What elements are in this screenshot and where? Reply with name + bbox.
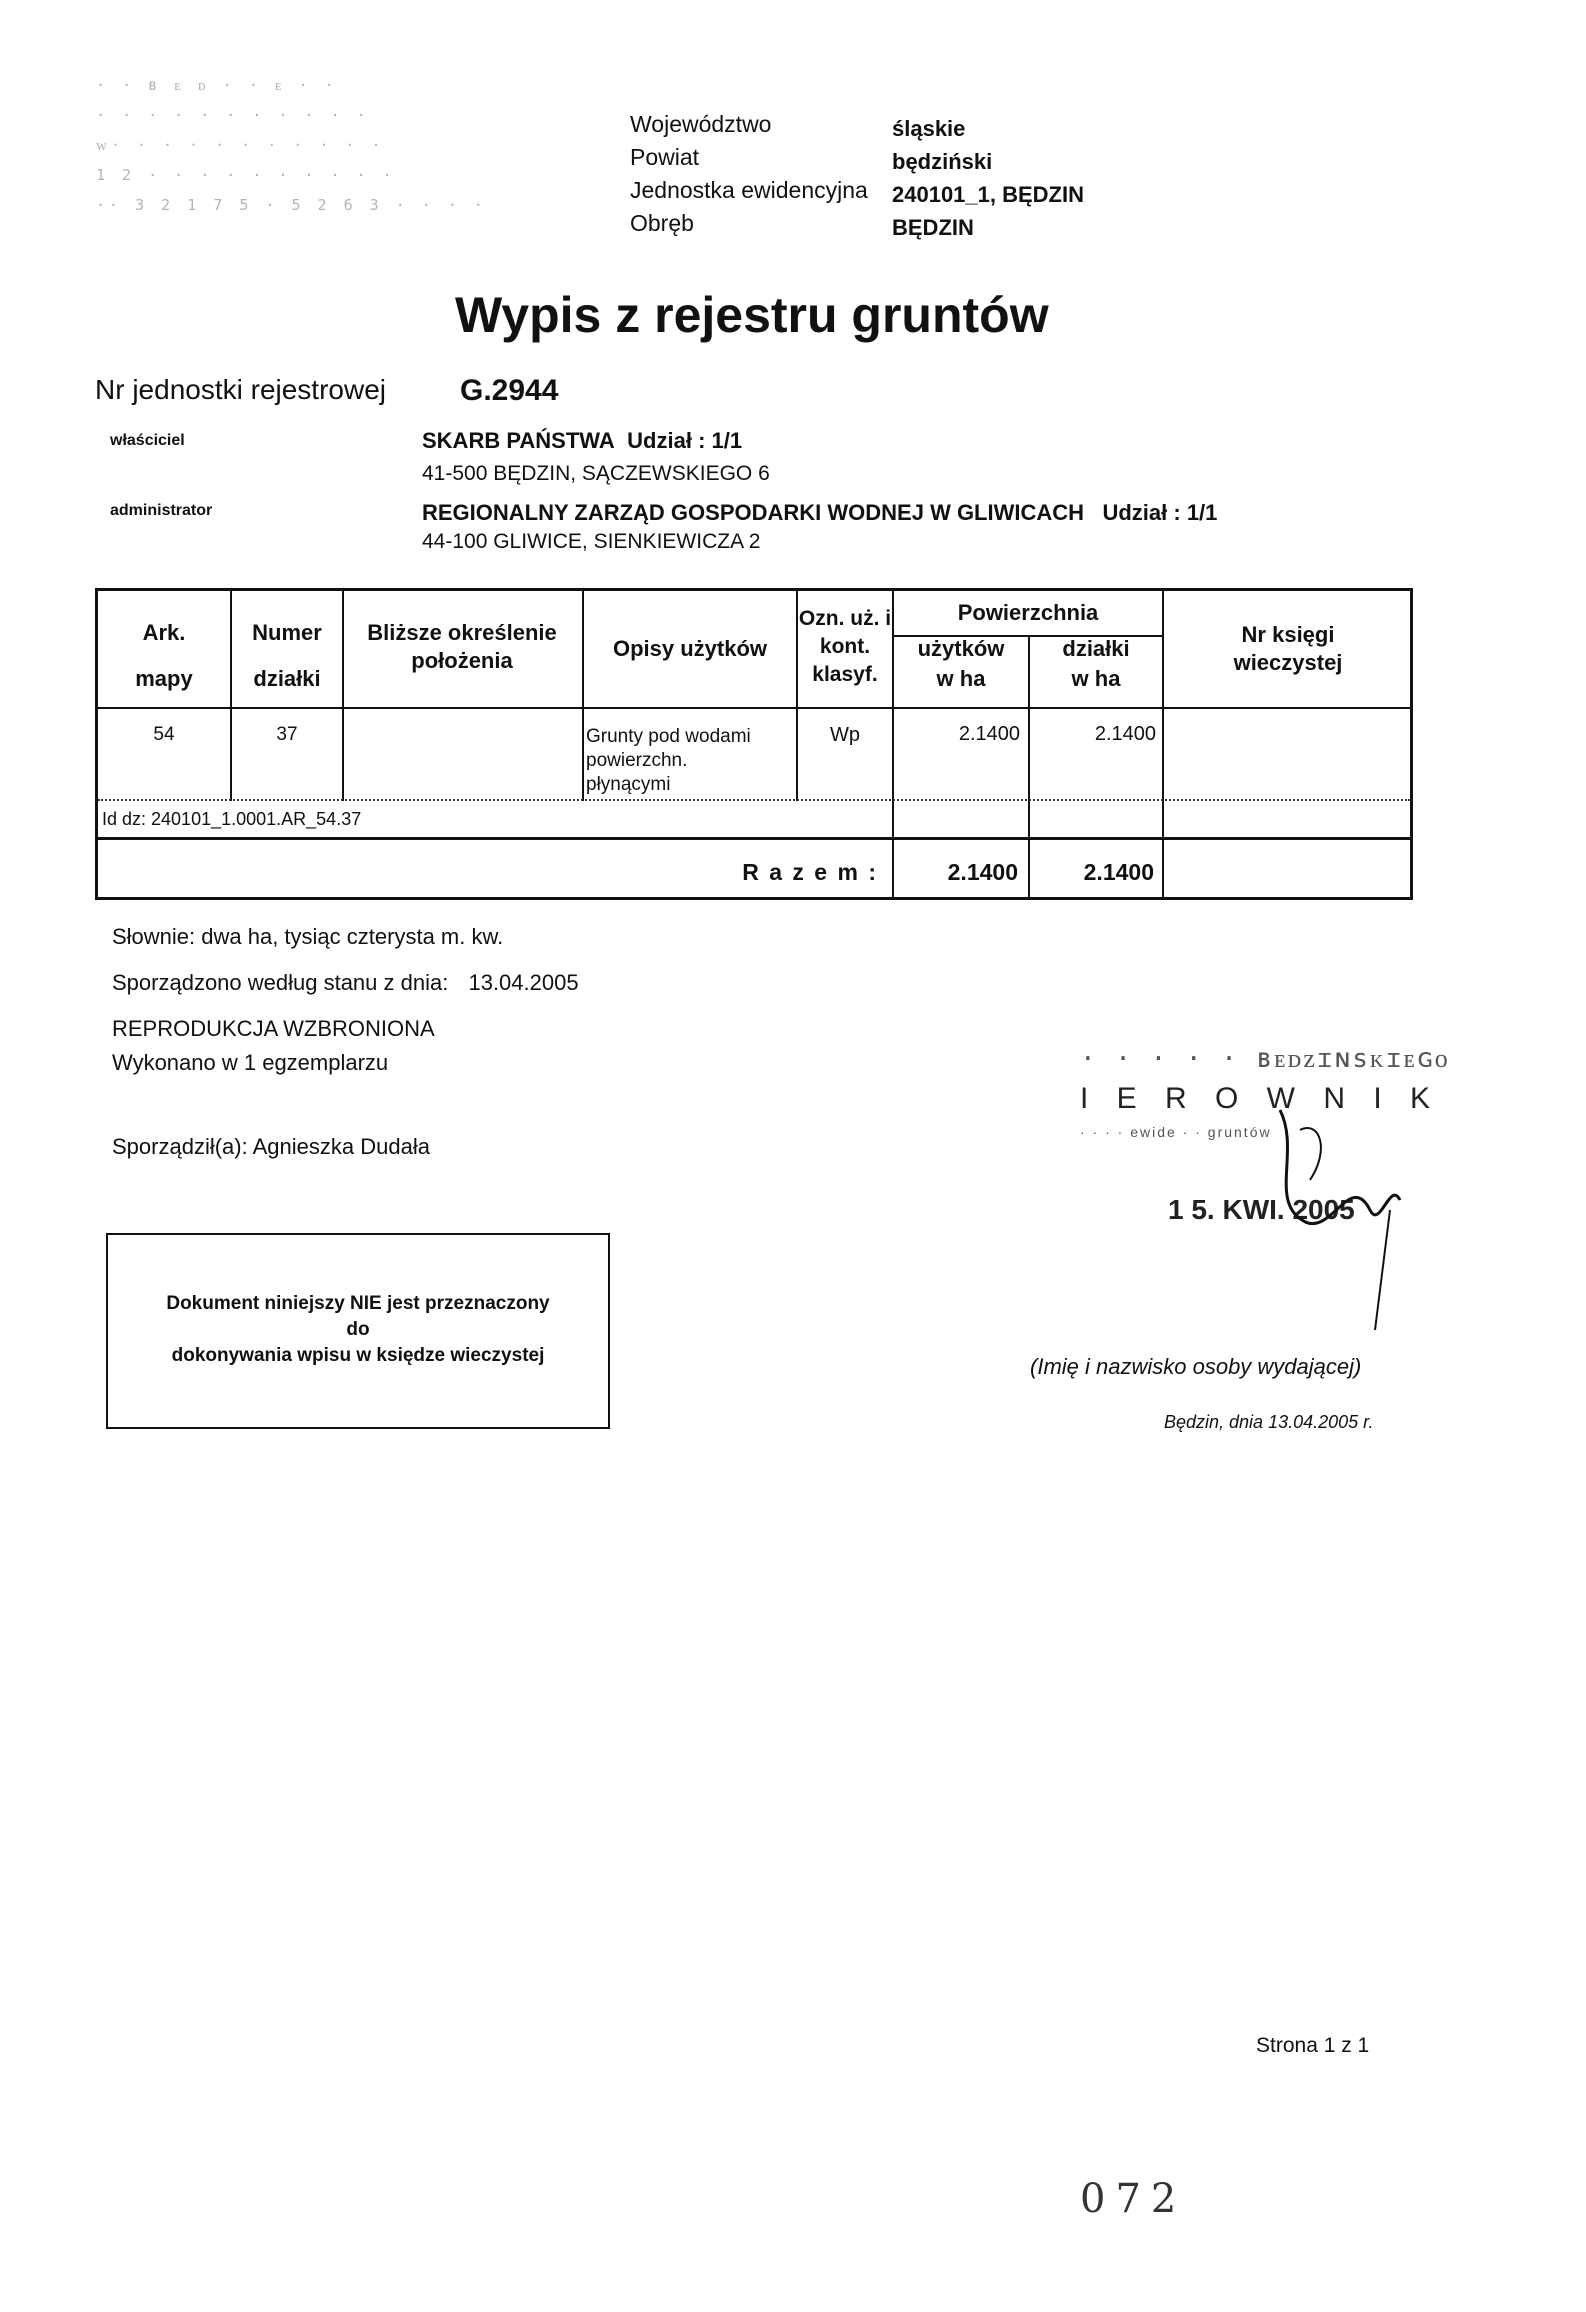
stamp-title: I E R O W N I K (1080, 1082, 1441, 1115)
cell-ozn: Wp (830, 724, 860, 746)
stamp-line: ·· 3 2 1 7 5 · 5 2 6 3 · · · · (96, 196, 487, 214)
stamp-line: · · ʙ ᴇ ᴅ · · ᴇ · · (96, 76, 338, 94)
administrator-line (422, 500, 1217, 526)
col-numer: Numer (252, 620, 322, 645)
administrator-role: administrator (110, 502, 213, 519)
notice-box (106, 1233, 610, 1429)
administrator-name: REGIONALNY ZARZĄD GOSPODARKI WODNEJ W GLIWICACH (422, 500, 1085, 525)
razem-label: R a z e m : (742, 859, 878, 885)
notice-line: do (346, 1319, 370, 1340)
voivodeship-value: śląskie (892, 116, 966, 141)
office-stamp (96, 70, 516, 240)
razem-dzialki: 2.1400 (1083, 859, 1154, 885)
header-labels (630, 108, 930, 240)
cell-dzialki: 2.1400 (1094, 723, 1156, 745)
col-mapy: mapy (135, 666, 193, 691)
col-ark: Ark. (142, 620, 186, 645)
stamp-line: ᴡ· · · · · · · · · · · (96, 136, 385, 154)
signature-scribble (1240, 1090, 1420, 1330)
status-date-label: Sporządzono według stanu z dnia: (112, 970, 449, 995)
razem-uzytkow: 2.1400 (947, 859, 1018, 885)
voivodeship-label: Województwo (630, 111, 772, 137)
col-opisy: Opisy użytków (612, 636, 768, 661)
prepared-by: Sporządził(a): Agnieszka Dudała (112, 1134, 430, 1159)
cell-opis-2: powierzchn. (586, 750, 688, 771)
owner-name: SKARB PAŃSTWA (422, 428, 615, 453)
owner-address: 41-500 BĘDZIN, SĄCZEWSKIEGO 6 (422, 462, 770, 485)
official-stamp (1080, 1030, 1450, 1230)
precinct-value: BĘDZIN (892, 215, 974, 240)
cell-ark: 54 (153, 724, 175, 745)
stamp-line: 1 2 · · · · · · · · · · (96, 166, 396, 184)
cell-numer: 37 (276, 724, 298, 745)
area-in-words: Słownie: dwa ha, tysiąc czterysta m. kw. (112, 924, 504, 949)
col-dzialki: działki (253, 666, 321, 691)
cell-opis-1: Grunty pod wodami (586, 726, 751, 747)
page-title: Wypis z rejestru gruntów (455, 287, 1049, 343)
notice-line: Dokument niniejszy NIE jest przeznaczony (166, 1293, 550, 1314)
col-uzytkow: użytków (917, 636, 1005, 661)
col-blizsze: Bliższe określenie położenia (367, 620, 557, 673)
col-dzialki-unit: w ha (1071, 666, 1121, 691)
owner-role: właściciel (110, 432, 185, 449)
col-ozn: Ozn. uż. i kont. klasyf. (798, 607, 892, 686)
cell-uzytkow: 2.1400 (958, 723, 1020, 745)
stamp-date: 1 5. KWI. 2005 (1168, 1194, 1355, 1225)
col-uzytkow-unit: w ha (936, 666, 986, 691)
owner-line (422, 428, 742, 454)
county-label: Powiat (630, 144, 700, 170)
header-values (892, 112, 1252, 244)
unit-value: 240101_1, BĘDZIN (892, 182, 1084, 207)
owner-share: Udział : 1/1 (627, 428, 743, 453)
registry-number-label: Nr jednostki rejestrowej (95, 374, 386, 405)
page-counter: Strona 1 z 1 (1256, 2034, 1370, 2057)
stamp-line: · · · · · · · · · · · (96, 106, 370, 124)
cell-opis-3: płynącymi (586, 774, 671, 795)
unit-label: Jednostka ewidencyjna (630, 177, 868, 203)
registry-number-value: G.2944 (460, 374, 559, 407)
status-date-value: 13.04.2005 (468, 970, 579, 995)
col-dzialki-area: działki (1062, 636, 1130, 661)
precinct-label: Obręb (630, 210, 694, 236)
signature-caption: (Imię i nazwisko osoby wydającej) (1030, 1354, 1362, 1379)
stamp-header: · · · · · ʙᴇᴅᴢɪɴsᴋɪᴇɢᴏ (1080, 1044, 1450, 1074)
stamp-subtitle: · · · · ewide · · gruntów (1080, 1124, 1272, 1140)
administrator-address: 44-100 GLIWICE, SIENKIEWICZA 2 (422, 530, 761, 553)
county-value: będziński (892, 149, 993, 174)
cell-id: Id dz: 240101_1.0001.AR_54.37 (102, 809, 362, 829)
administrator-share: Udział : 1/1 (1102, 500, 1218, 525)
place-and-date: Będzin, dnia 13.04.2005 r. (1164, 1412, 1374, 1432)
col-ksiega: Nr księgi wieczystej (1233, 622, 1343, 675)
notice-line: dokonywania wpisu w księdze wieczystej (171, 1345, 545, 1366)
reproduction-notice: REPRODUKCJA WZBRONIONA (112, 1016, 435, 1041)
copies-note: Wykonano w 1 egzemplarzu (112, 1050, 389, 1075)
land-register-table (95, 588, 1413, 900)
status-date-line (112, 970, 579, 996)
col-powierzchnia: Powierzchnia (957, 600, 1099, 625)
page-number-stamp: 072 (1080, 2176, 1187, 2222)
